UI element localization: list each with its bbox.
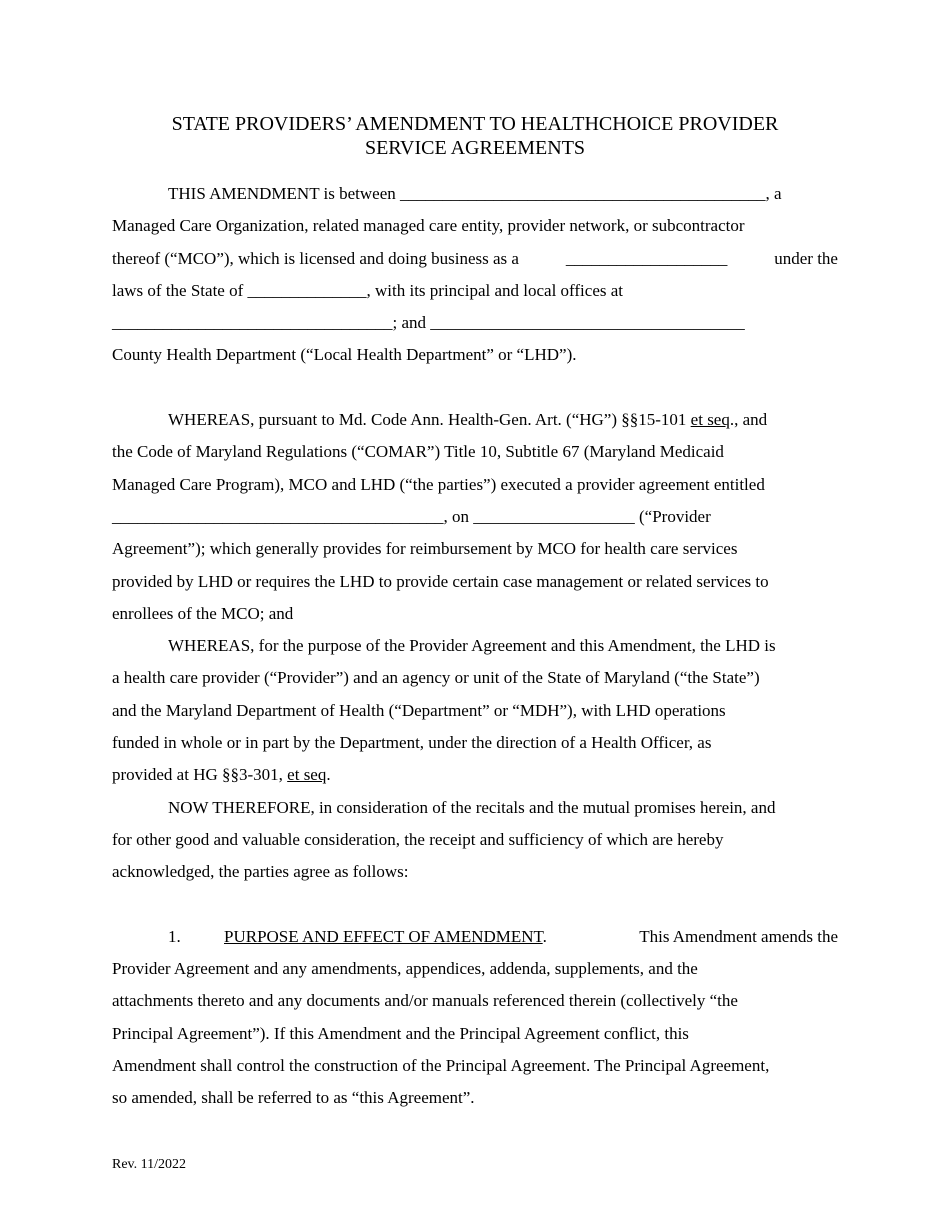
section1-line-2: Provider Agreement and any amendments, appendices, addenda, supplements, and the: [112, 959, 698, 979]
business-as-blank: ___________________: [565, 248, 728, 268]
mco-name-blank: ___________________________________________: [400, 184, 766, 203]
whereas1-line-6: provided by LHD or requires the LHD to provide certain case management or related services to: [112, 571, 769, 591]
section1-heading-line: 1. PURPOSE AND EFFECT OF AMENDMENT. This Amendment amends the: [112, 921, 838, 953]
title-line-2: SERVICE AGREEMENTS: [364, 137, 586, 159]
spacer: [112, 372, 838, 404]
whereas1-line-7: enrollees of the MCO; and: [112, 603, 294, 623]
intro-line-5: _________________________________; and _____________________________________: [112, 313, 745, 333]
whereas2-line-3: and the Maryland Department of Health (“Department” or “MDH”), with LHD operations: [112, 700, 726, 720]
intro-line-6: County Health Department (“Local Health Department” or “LHD”).: [112, 345, 577, 365]
section1-line-3: attachments thereto and any documents and/or manuals referenced therein (collectively “the: [112, 991, 738, 1011]
whereas1-line-3: Managed Care Program), MCO and LHD (“the parties”) executed a provider agreement entitled: [112, 474, 765, 494]
spacer: [112, 889, 838, 921]
now-therefore-line-1: NOW THEREFORE, in consideration of the recitals and the mutual promises herein, and: [168, 797, 776, 817]
revision-footer: Rev. 11/2022: [112, 1157, 187, 1172]
whereas2-line-5: provided at HG §§3-301, et seq.: [112, 765, 331, 785]
intro-line-3: thereof (“MCO”), which is licensed and doing business as a ___________________ under the: [112, 243, 838, 275]
intro-line-2: Managed Care Organization, related managed care entity, provider network, or subcontractor: [112, 216, 745, 236]
whereas1-line-4: _______________________________________, on ___________________ (“Provider: [112, 506, 711, 526]
county-blank: _____________________________________: [430, 313, 745, 333]
agreement-date-blank: ___________________: [473, 506, 635, 526]
intro-line-1: THIS AMENDMENT is between ___________________________________________, a: [168, 184, 782, 203]
offices-blank: _________________________________: [112, 313, 393, 333]
section1-line-4: Principal Agreement”). If this Amendment and the Principal Agreement conflict, this: [112, 1023, 689, 1043]
section1-line-5: Amendment shall control the construction of the Principal Agreement. The Principal Agreement,: [112, 1056, 770, 1076]
section-heading: PURPOSE AND EFFECT OF AMENDMENT: [224, 926, 543, 946]
whereas1-line-5: Agreement”); which generally provides for reimbursement by MCO for health care services: [112, 539, 738, 559]
intro-line-4: laws of the State of ______________, with its principal and local offices at: [112, 280, 624, 300]
section-number: 1.: [168, 926, 181, 946]
agreement-title-blank: _______________________________________: [112, 506, 444, 526]
whereas2-line-4: funded in whole or in part by the Department, under the direction of a Health Officer, as: [112, 733, 712, 753]
now-therefore-line-3: acknowledged, the parties agree as follows:: [112, 862, 409, 882]
now-therefore-line-2: for other good and valuable consideration, the receipt and sufficiency of which are hereby: [112, 829, 724, 849]
whereas1-line-1: WHEREAS, pursuant to Md. Code Ann. Health-Gen. Art. (“HG”) §§15-101 et seq., and: [168, 410, 768, 430]
document-title: [112, 112, 838, 160]
whereas1-line-2: the Code of Maryland Regulations (“COMAR”) Title 10, Subtitle 67 (Maryland Medicaid: [112, 442, 724, 462]
title-line-1: STATE PROVIDERS’ AMENDMENT TO HEALTHCHOICE PROVIDER: [171, 113, 779, 135]
whereas2-line-1: WHEREAS, for the purpose of the Provider Agreement and this Amendment, the LHD is: [168, 636, 776, 656]
whereas2-line-2: a health care provider (“Provider”) and an agency or unit of the State of Maryland (“the State”): [112, 668, 760, 688]
document-body: [112, 178, 838, 1115]
state-blank: ______________: [247, 280, 367, 300]
section1-line-6: so amended, shall be referred to as “this Agreement”.: [112, 1088, 475, 1108]
